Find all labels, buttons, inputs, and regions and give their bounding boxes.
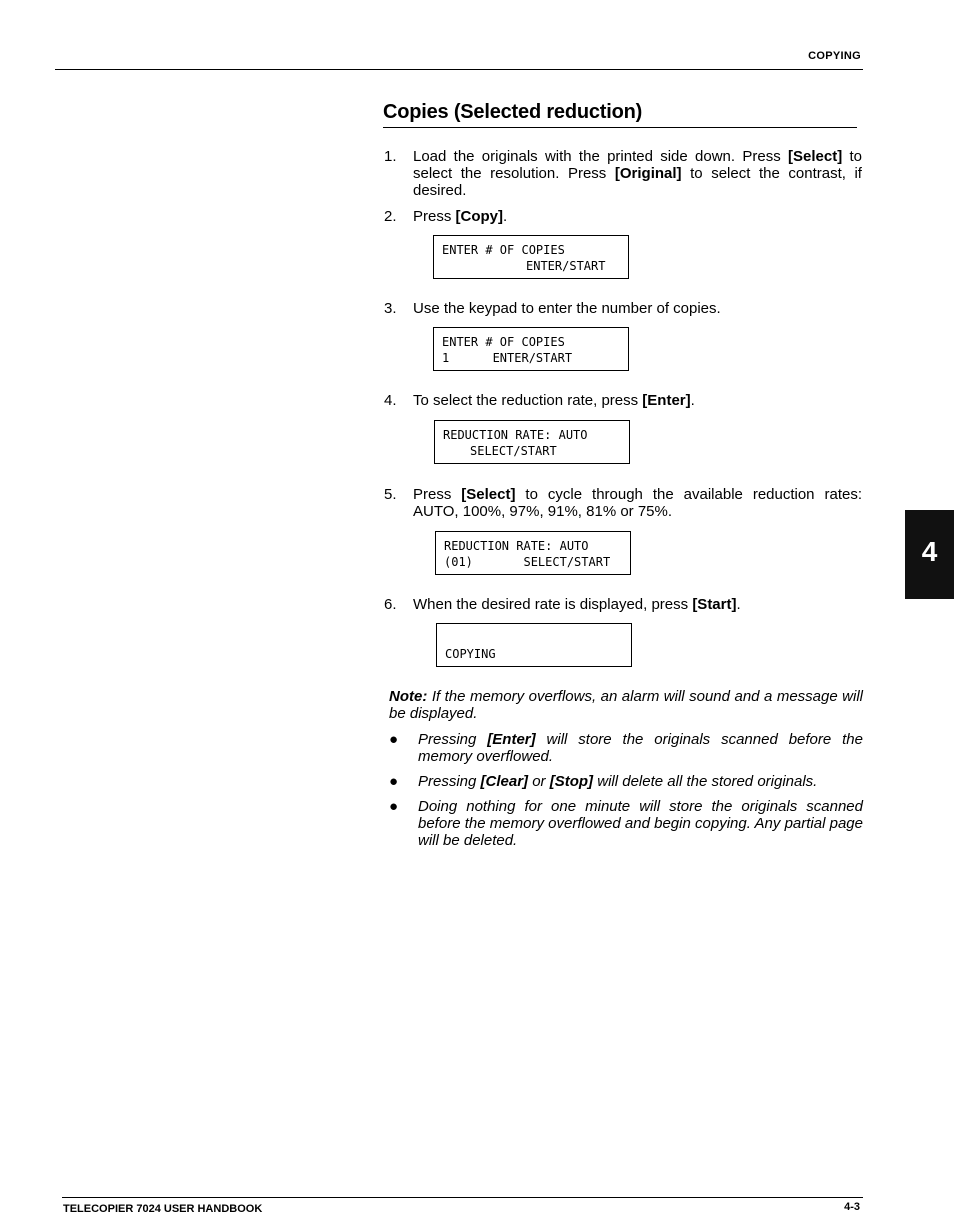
step-text: Press [Select] to cycle through the available reduction rates: AUTO, 100%, 97%, 91%, 81% or 75%. [413,486,862,520]
page-number: 4-3 [844,1201,860,1213]
step-text: Load the originals with the printed side down. Press [Select] to select the resolution. Press [Original] to select the contrast, if desired. [413,148,862,199]
chapter-number: 4 [921,536,938,567]
note-text: If the memory overflows, an alarm will sound and a message will be displayed. [389,688,863,722]
bullet-item [389,773,863,791]
bullet-dot-icon: ● [389,773,399,790]
lcd-line-2: SELECT/START [470,444,557,458]
step-text: Press [Copy]. [413,208,508,225]
note-label: Note: [389,688,428,705]
lcd-line-1: ENTER # OF COPIES [442,243,565,257]
bullet-text: Pressing [Enter] will store the originals scanned before the memory overflowed. [418,731,863,765]
bullet-item [389,798,863,852]
step-text: Use the keypad to enter the number of copies. [413,300,721,317]
lcd-display [433,327,629,371]
lcd-line-1: REDUCTION RATE: AUTO [443,428,588,442]
footer-rule [62,1197,863,1198]
lcd-display [436,623,632,667]
bullet-text: Pressing [Clear] or [Stop] will delete all the stored originals. [418,773,818,790]
step-number: 5. [384,486,397,503]
section-header: COPYING [808,50,861,62]
step-number: 4. [384,392,397,409]
lcd-display [435,531,631,575]
bullet-text: Doing nothing for one minute will store the originals scanned before the memory overflowed and begin copying. Any partial page will be deleted. [418,798,863,849]
lcd-line-1: REDUCTION RATE: AUTO [444,539,589,553]
step-number: 6. [384,596,397,613]
step-6 [384,596,862,614]
lcd-line-2: ENTER/START [526,259,606,273]
step-number: 1. [384,148,397,165]
lcd-line-2: COPYING [445,647,496,661]
lcd-line-1: ENTER # OF COPIES [442,335,565,349]
step-number: 2. [384,208,397,225]
step-text: When the desired rate is displayed, press [Start]. [413,596,741,613]
bullet-dot-icon: ● [389,798,399,815]
lcd-display [434,420,630,464]
bullet-item [389,731,863,767]
footer-title: TELECOPIER 7024 USER HANDBOOK [63,1203,263,1215]
lcd-line-2: (01) SELECT/START [444,555,611,569]
chapter-tab [905,510,954,599]
header-rule [55,69,863,70]
step-text: To select the reduction rate, press [Enter]. [413,392,695,409]
title-underline [383,127,857,128]
note [389,688,863,722]
page-title: Copies (Selected reduction) [383,101,643,123]
step-3 [384,300,862,318]
bullet-dot-icon: ● [389,731,399,748]
step-4 [384,392,862,410]
lcd-display [433,235,629,279]
step-1 [384,148,862,200]
step-2 [384,208,862,226]
lcd-line-2: 1 ENTER/START [442,351,573,365]
step-number: 3. [384,300,397,317]
step-5 [384,486,862,522]
